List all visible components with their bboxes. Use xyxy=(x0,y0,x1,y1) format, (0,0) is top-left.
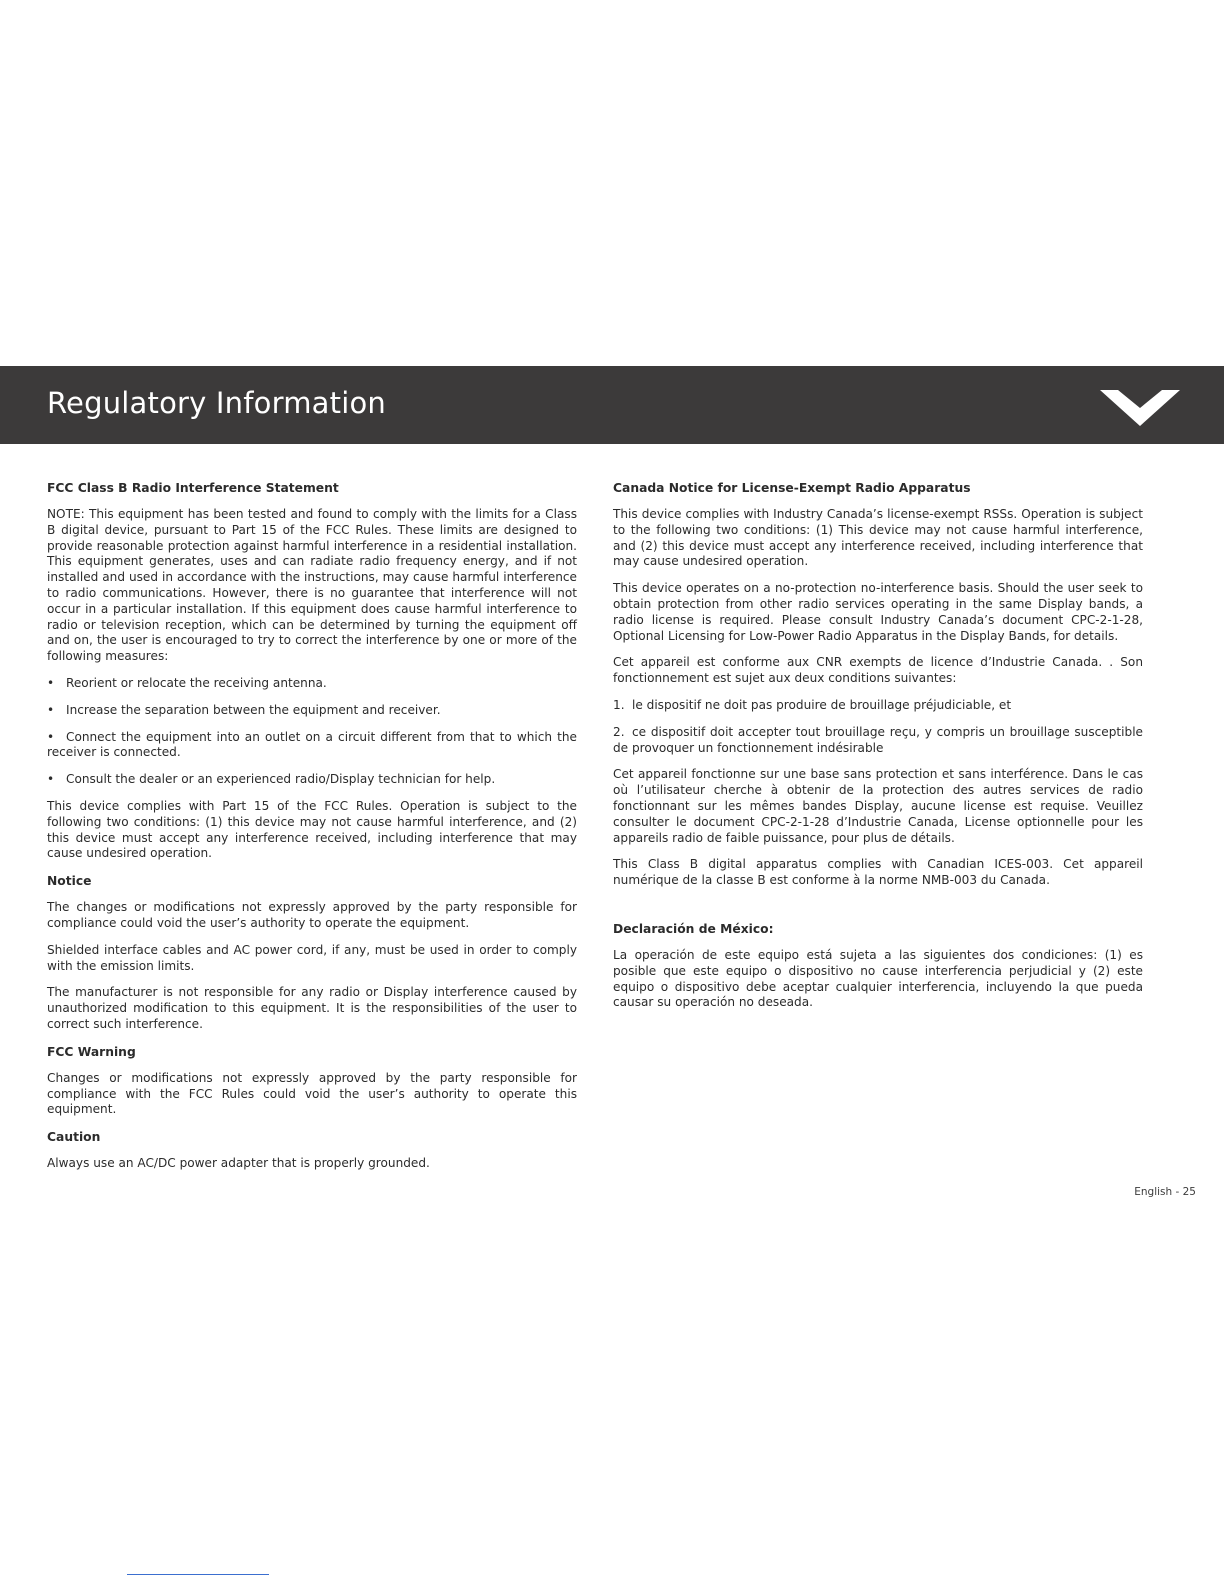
condition-text: le dispositif ne doit pas produire de brouillage préjudiciable, et xyxy=(632,697,1012,712)
measure-item xyxy=(47,676,577,692)
notice-paragraph: The changes or modifications not expressly approved by the party responsible for compliance could void the user’s authority to operate the equipment. xyxy=(47,900,577,930)
footnote-rule xyxy=(127,1574,269,1575)
notice-paragraph: Shielded interface cables and AC power cord, if any, must be used in order to comply with the emission limits. xyxy=(47,942,577,973)
caution-text: Always use an AC/DC power adapter that is properly grounded. xyxy=(47,1156,430,1171)
mexico-heading: Declaración de México: xyxy=(613,921,774,936)
french-condition xyxy=(613,725,1143,757)
page-title: Regulatory Information xyxy=(47,386,386,420)
measure-text: Connect the equipment into an outlet on a circuit different from that to which the receiver is connected. xyxy=(47,729,577,760)
measure-text: Increase the separation between the equipment and receiver. xyxy=(66,702,441,717)
measure-text: Consult the dealer or an experienced radio/Display technician for help. xyxy=(66,772,496,787)
part15-statement: This device complies with Part 15 of the FCC Rules. Operation is subject to the following two conditions: (1) this device may not cause harmful interference, and (2) this device must accept any interference received, including interference that may cause undesired operation. xyxy=(47,798,577,861)
bullet-mark: • xyxy=(47,729,55,744)
fcc-warning-heading: FCC Warning xyxy=(47,1044,136,1059)
french-condition xyxy=(613,698,1143,714)
french-paragraph: Cet appareil fonctionne sur une base sans protection et sans interférence. Dans le cas où l’utilisateur cherche à obtenir de la protection des autres services de radio fonctionnant sur les mêmes bandes Display, aucune license est requise. Veuillez consulter le document CPC-2-1-28 d’Industrie Canada, License optionnelle pour les appareils radio de faible puissance, pour plus de détails. xyxy=(613,767,1143,845)
section-spacer xyxy=(613,900,1143,921)
measure-item xyxy=(47,772,577,788)
bullet-mark: • xyxy=(47,772,55,787)
caution-heading: Caution xyxy=(47,1130,101,1145)
notice-heading: Notice xyxy=(47,874,92,889)
left-column xyxy=(47,480,577,1183)
bullet-mark: • xyxy=(47,702,55,717)
measure-item xyxy=(47,703,577,719)
fcc-warning-text: Changes or modifications not expressly approved by the party responsible for compliance with the FCC Rules could void the user’s authority to operate this equipment. xyxy=(47,1070,577,1117)
page-number: English - 25 xyxy=(1134,1186,1196,1198)
fcc-note: NOTE: This equipment has been tested and found to comply with the limits for a Class B digital device, pursuant to Part 15 of the FCC Rules. These limits are designed to provide reasonable protection against harmful interference in a residential installation. This equipment generates, uses and can radiate radio frequency energy, and if not installed and used in accordance with the instructions, may cause harmful interference to radio communications. However, there is no guarantee that interference will not occur in a particular installation. If this equipment does cause harmful interference to radio or television reception, which can be determined by turning the equipment off and on, the user is encouraged to try to correct the interference by one or more of the following measures: xyxy=(47,507,577,664)
canada-paragraph: This device operates on a no-protection no-interference basis. Should the user seek to obtain protection from other radio services operating in the same Display bands, a radio license is required. Please consult Industry Canada’s document CPC-2-1-28, Optional Licensing for Low-Power Radio Apparatus in the Display Bands, for details. xyxy=(613,581,1143,643)
french-paragraph: Cet appareil est conforme aux CNR exempts de licence d’Industrie Canada. . Son fonctionnement est sujet aux deux conditions suivantes: xyxy=(613,655,1143,686)
notice-paragraph: The manufacturer is not responsible for any radio or Display interference caused by unauthorized modification to this equipment. It is the responsibilities of the user to correct such interference. xyxy=(47,985,577,1031)
bullet-mark: • xyxy=(47,675,55,690)
fcc-heading: FCC Class B Radio Interference Statement xyxy=(47,481,339,495)
condition-number: 1. xyxy=(613,697,625,712)
mexico-text: La operación de este equipo está sujeta a las siguientes dos condiciones: (1) es posible que este equipo o dispositivo no cause interferencia perjudicial y (2) este equipo o dispositivo debe aceptar cualquier interferencia, incluyendo la que pueda causar su operación no deseada. xyxy=(613,947,1143,1010)
canada-heading: Canada Notice for License-Exempt Radio Apparatus xyxy=(613,481,971,495)
ices-statement: This Class B digital apparatus complies with Canadian ICES-003. Cet appareil numérique de la classe B est conforme à la norme NMB-003 du Canada. xyxy=(613,857,1143,888)
condition-text: ce dispositif doit accepter tout brouillage reçu, y compris un brouillage susceptible de provoquer un fonctionnement indésirable xyxy=(613,724,1143,755)
right-column xyxy=(613,480,1143,1022)
measure-item xyxy=(47,730,577,762)
vizio-v-logo-icon xyxy=(1100,388,1180,428)
measure-text: Reorient or relocate the receiving antenna. xyxy=(66,675,327,690)
condition-number: 2. xyxy=(613,724,625,739)
canada-paragraph: This device complies with Industry Canada’s license-exempt RSSs. Operation is subject to the following two conditions: (1) This device may not cause harmful interference, and (2) this device must accept any interference received, including interference that may cause undesired operation. xyxy=(613,507,1143,569)
header-banner xyxy=(0,366,1224,444)
